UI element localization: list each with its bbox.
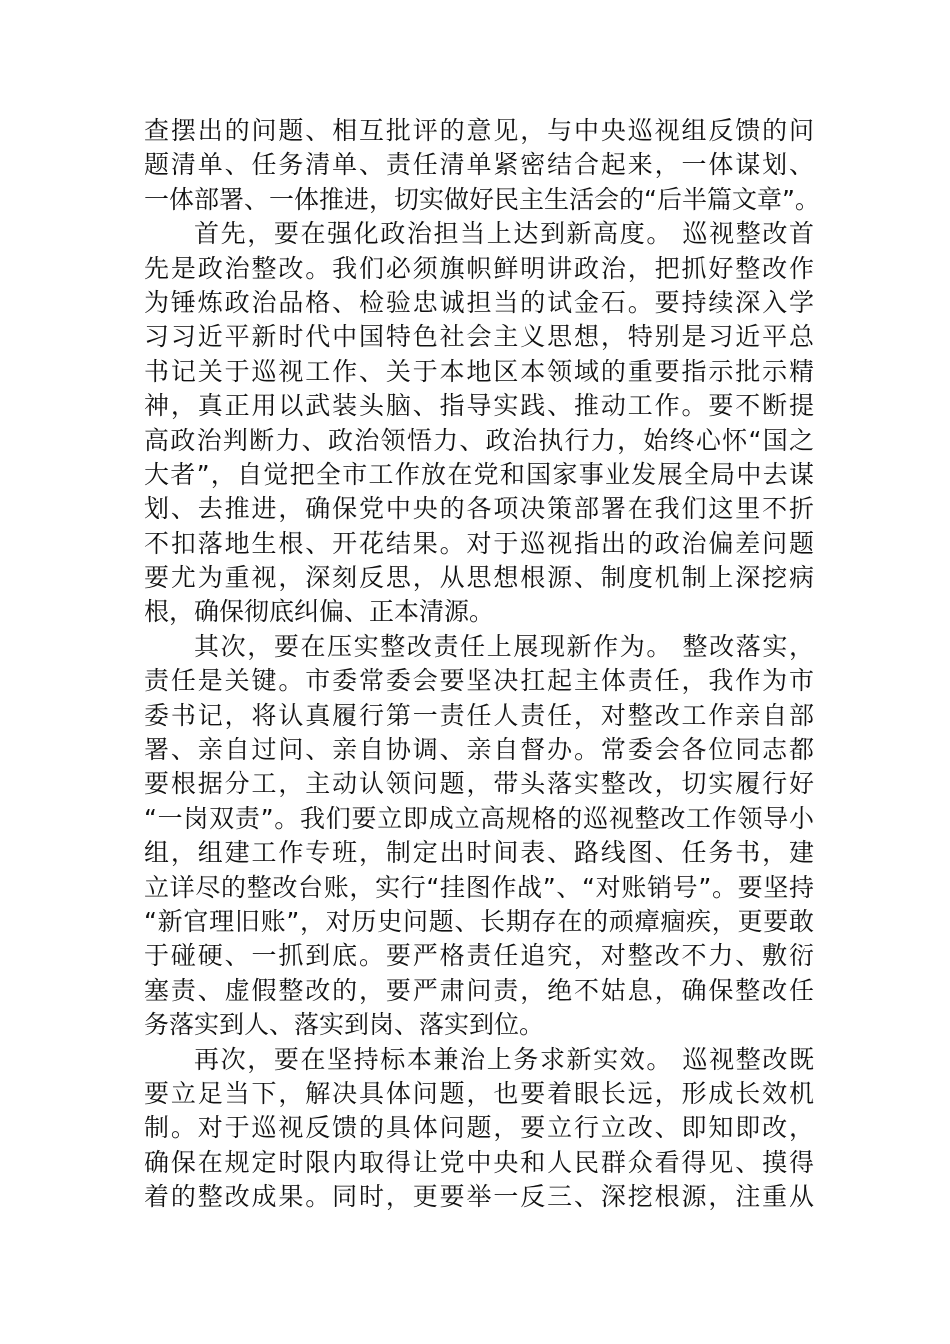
paragraph-heading-line: 首先，要在强化政治担当上达到新高度。 巡视整改首 xyxy=(194,219,814,249)
text-line: 要立足当下，解决具体问题，也要着眼长远，形成长效机 xyxy=(144,1078,814,1108)
text-line: 确保在规定时限内取得让党中央和人民群众看得见、摸得 xyxy=(144,1147,814,1177)
text-line: 组，组建工作专班，制定出时间表、路线图、任务书，建 xyxy=(144,838,814,868)
text-line: 署、亲自过问、亲自协调、亲自督办。常委会各位同志都 xyxy=(144,735,814,765)
text-line: 于碰硬、一抓到底。要严格责任追究，对整改不力、敷衍 xyxy=(144,941,814,971)
text-line: 塞责、虚假整改的，要严肃问责，绝不姑息，确保整改任 xyxy=(144,975,814,1005)
text-line: 书记关于巡视工作、关于本地区本领域的重要指示批示精 xyxy=(144,356,814,386)
text-line: 题清单、任务清单、责任清单紧密结合起来，一体谋划、 xyxy=(144,150,814,180)
text-line: 先是政治整改。我们必须旗帜鲜明讲政治，把抓好整改作 xyxy=(144,253,814,283)
text-line: “一岗双责”。我们要立即成立高规格的巡视整改工作领导小 xyxy=(144,803,814,833)
text-line: 为锤炼政治品格、检验忠诚担当的试金石。要持续深入学 xyxy=(144,287,814,317)
text-line: 委书记，将认真履行第一责任人责任，对整改工作亲自部 xyxy=(144,700,814,730)
text-line: 神，真正用以武装头脑、指导实践、推动工作。要不断提 xyxy=(144,391,814,421)
paragraph-heading-line: 再次，要在坚持标本兼治上务求新实效。 巡视整改既 xyxy=(194,1044,814,1074)
text-line: 划、去推进，确保党中央的各项决策部署在我们这里不折 xyxy=(144,494,814,524)
text-line: 责任是关键。市委常委会要坚决扛起主体责任，我作为市 xyxy=(144,666,814,696)
text-line: 大者”，自觉把全市工作放在党和国家事业发展全局中去谋 xyxy=(144,459,814,489)
text-line: 根，确保彻底纠偏、正本清源。 xyxy=(144,597,495,627)
text-line: “新官理旧账”，对历史问题、长期存在的顽瘴痼疾，更要敢 xyxy=(144,906,814,936)
text-line: 习习近平新时代中国特色社会主义思想，特别是习近平总 xyxy=(144,322,814,352)
text-line: 高政治判断力、政治领悟力、政治执行力，始终心怀“国之 xyxy=(144,425,814,455)
text-line: 立详尽的整改台账，实行“挂图作战”、“对账销号”。要坚持 xyxy=(144,872,814,902)
text-line: 务落实到人、落实到岗、落实到位。 xyxy=(144,1010,545,1040)
text-line: 制。对于巡视反馈的具体问题，要立行立改、即知即改， xyxy=(144,1113,814,1143)
body-text xyxy=(144,114,820,1215)
text-line: 不扣落地生根、开花结果。对于巡视指出的政治偏差问题 xyxy=(144,528,814,558)
text-line: 要尤为重视，深刻反思，从思想根源、制度机制上深挖病 xyxy=(144,563,814,593)
text-line: 要根据分工，主动认领问题，带头落实整改，切实履行好 xyxy=(144,769,814,799)
text-line: 查摆出的问题、相互批评的意见，与中央巡视组反馈的问 xyxy=(144,116,814,145)
text-line: 一体部署、一体推进，切实做好民主生活会的“后半篇文章”。 xyxy=(144,184,820,214)
paragraph-heading-line: 其次，要在压实整改责任上展现新作为。 整改落实， xyxy=(194,631,814,661)
text-line: 着的整改成果。同时，更要举一反三、深挖根源，注重从 xyxy=(144,1182,814,1212)
